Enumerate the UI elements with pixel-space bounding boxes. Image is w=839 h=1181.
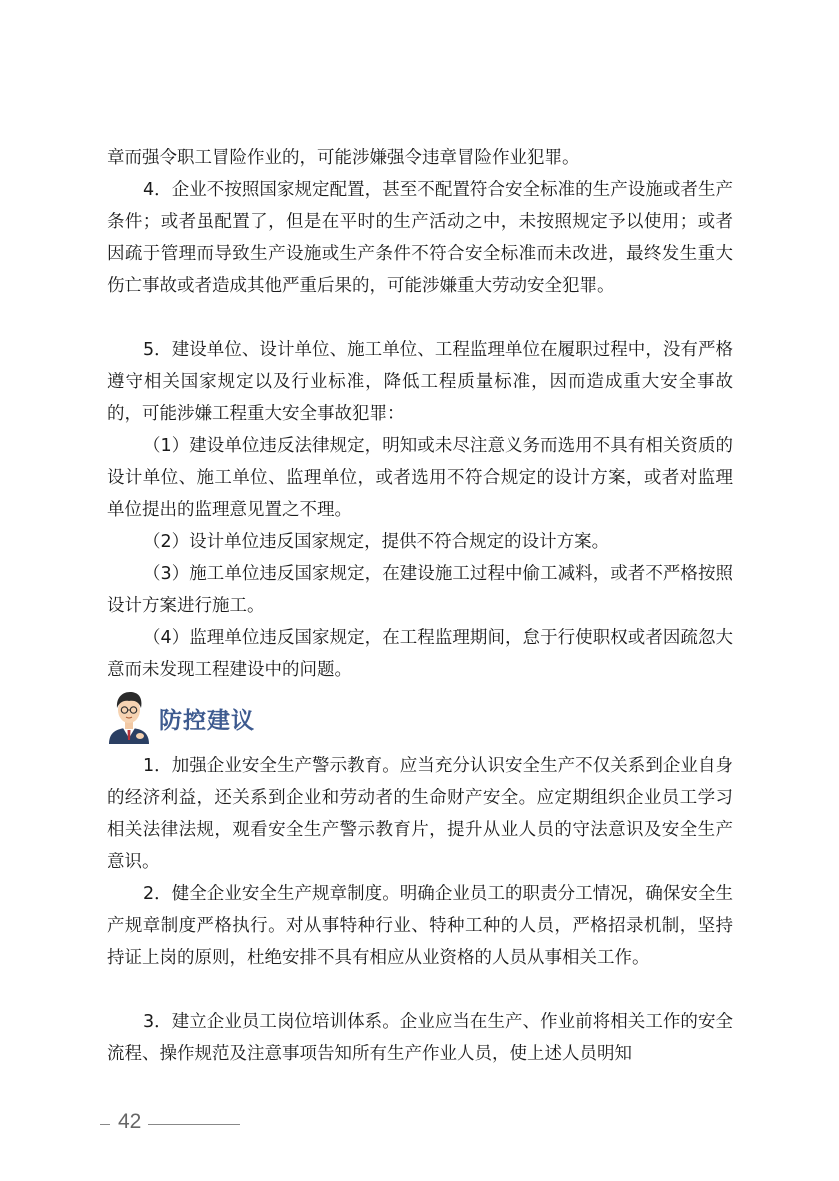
section-title: 防控建议 <box>159 708 255 734</box>
lawyer-avatar-icon <box>107 688 151 744</box>
paragraph-item-4: 4．企业不按照国家规定配置，甚至不配置符合安全标准的生产设施或者生产条件；或者虽配置了，但是在平时的生产活动之中，未按照规定予以使用；或者因疏于管理而导致生产设施或生产条件不符合安全标准而未改进，最终发生重大伤亡事故或者造成其他严重后果的，可能涉嫌重大劳动安全犯罪。 <box>107 180 733 296</box>
paragraph-subitem-2: （2）设计单位违反国家规定，提供不符合规定的设计方案。 <box>143 532 610 552</box>
suggestion-item-2: 2．健全企业安全生产规章制度。明确企业员工的职责分工情况，确保安全生产规章制度严格执行。对从事特种行业、特种工种的人员，严格招录机制，坚持持证上岗的原则，杜绝安排不具有相应从业资格的人员从事相关工作。 <box>107 884 733 968</box>
paragraph-subitem-1: （1）建设单位违反法律规定，明知或未尽注意义务而选用不具有相关资质的设计单位、施工单位、监理单位，或者选用不符合规定的设计方案，或者对监理单位提出的监理意见置之不理。 <box>107 436 733 520</box>
paragraph-item-5: 5．建设单位、设计单位、施工单位、工程监理单位在履职过程中，没有严格遵守相关国家规定以及行业标准，降低工程质量标准，因而造成重大安全事故的，可能涉嫌工程重大安全事故犯罪： <box>107 340 733 424</box>
page-footer <box>100 1108 260 1138</box>
page-number: 42 <box>118 1110 142 1133</box>
paragraph-continuation: 章而强令职工冒险作业的，可能涉嫌强令违章冒险作业犯罪。 <box>107 148 580 168</box>
footer-rule <box>148 1124 240 1125</box>
paragraph-subitem-3: （3）施工单位违反国家规定，在建设施工过程中偷工减料，或者不严格按照设计方案进行施工。 <box>107 564 733 616</box>
suggestion-item-3: 3．建立企业员工岗位培训体系。企业应当在生产、作业前将相关工作的安全流程、操作规范及注意事项告知所有生产作业人员，使上述人员明知 <box>107 1012 733 1064</box>
footer-dash <box>100 1124 110 1125</box>
paragraph-subitem-4: （4）监理单位违反国家规定，在工程监理期间，怠于行使职权或者因疏忽大意而未发现工程建设中的问题。 <box>107 628 733 680</box>
suggestion-item-1: 1．加强企业安全生产警示教育。应当充分认识安全生产不仅关系到企业自身的经济利益，还关系到企业和劳动者的生命财产安全。应定期组织企业员工学习相关法律法规，观看安全生产警示教育片，提升从业人员的守法意识及安全生产意识。 <box>107 756 733 872</box>
section-header <box>107 688 407 744</box>
